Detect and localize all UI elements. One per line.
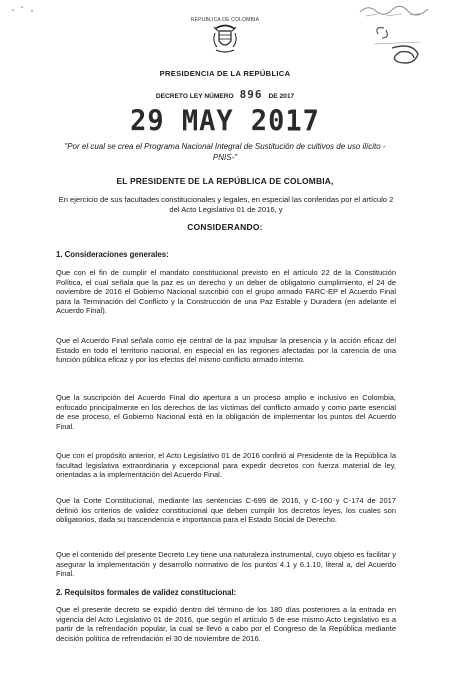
scan-dot-icon: [10, 4, 36, 14]
president-heading: EL PRESIDENTE DE LA REPÚBLICA DE COLOMBIA,: [116, 176, 334, 186]
republic-label: REPUBLICA DE COLOMBIA: [190, 17, 260, 23]
paragraph: Que con el fin de cumplir el mandato constitucional previsto en el artículo 22 de la Constitución Política, el cual señala que la paz es un derecho y un deber de obligatorio cumplimiento, el 24 de noviembre de 2016 el Gobierno Nacional suscribió con el grupo armado FARC-EP el Acuerdo Final para la Terminación del Conflicto y la Construcción de una Paz Estable y Duradera (en adelante el Acuerdo Final).: [56, 268, 396, 316]
coat-of-arms-icon: [211, 23, 239, 55]
date-stamp: 29 MAY 2017: [130, 105, 320, 138]
paragraph: Que el contenido del presente Decreto Ley tiene una naturaleza instrumental, cuyo objeto es facilitar y asegurar la implementación y desarrollo normativo de los puntos 4.1 y 6.1.10, literal a, del Acuerdo Final.: [56, 550, 396, 579]
decreto-number: 896: [239, 88, 263, 101]
paragraph: Que el presente decreto se expidió dentro del término de los 180 días posteriores a la entrada en vigencia del Acto Legislativo 01 de 2016, que según el artículo 5 de ese mismo Acto Legislativo es a partir de la refrendación popular, la cual se llevó a cabo por el Congreso de la República mediante decisión política de refrendación el 30 de noviembre de 2016.: [56, 605, 396, 643]
decreto-prefix: DECRETO LEY NÚMERO: [155, 93, 234, 100]
paragraph: Que el Acuerdo Final señala como eje central de la paz impulsar la presencia y la acción eficaz del Estado en todo el territorio nacional, en especial en las regiones afectadas por la carencia de una función pública eficaz y por los efectos del mismo conflicto armado interno.: [56, 336, 396, 365]
presidencia-heading: PRESIDENCIA DE LA REPÚBLICA: [159, 69, 291, 78]
decree-subtitle: "Por el cual se crea el Programa Nacional Integral de Sustitución de cultivos de uso ilícito -PNIS-": [64, 142, 386, 162]
handwritten-mark-icon: [372, 24, 424, 70]
considerando-heading: CONSIDERANDO:: [187, 222, 263, 232]
decreto-number-line: [0, 88, 450, 101]
paragraph: Que con el propósito anterior, el Acto Legislativo 01 de 2016 confirió al Presidente de la República la facultad legislativa extraordinaria y excepcional para expedir decretos con fuerza material de ley, orientadas a la implementación del Acuerdo Final.: [56, 451, 396, 480]
decreto-suffix: DE 2017: [268, 93, 295, 100]
powers-paragraph: En ejercicio de sus facultades constitucionales y legales, en especial las conferidas por el artículo 2 del Acto Legislativo 01 de 2016, y: [58, 195, 394, 214]
section-heading: 1. Consideraciones generales:: [56, 250, 169, 259]
paragraph: Que la Corte Constitucional, mediante las sentencias C-699 de 2016, y C-160 y C-174 de 2017 definió los criterios de validez constitucional que deben cumplir los decretos leyes, los cuales son obligatorios, dada su trascendencia e importancia para el Estado Social de Derecho.: [56, 496, 396, 525]
paragraph: Que la suscripción del Acuerdo Final dio apertura a un proceso amplio e inclusivo en Colombia, enfocado principalmente en los derechos de las víctimas del conflicto armado y como parte esencial de ese proceso, el Gobierno Nacional está en la obligación de implementar los puntos del Acuerdo Final.: [56, 393, 396, 431]
section-heading: 2. Requisitos formales de validez constitucional:: [56, 588, 237, 597]
